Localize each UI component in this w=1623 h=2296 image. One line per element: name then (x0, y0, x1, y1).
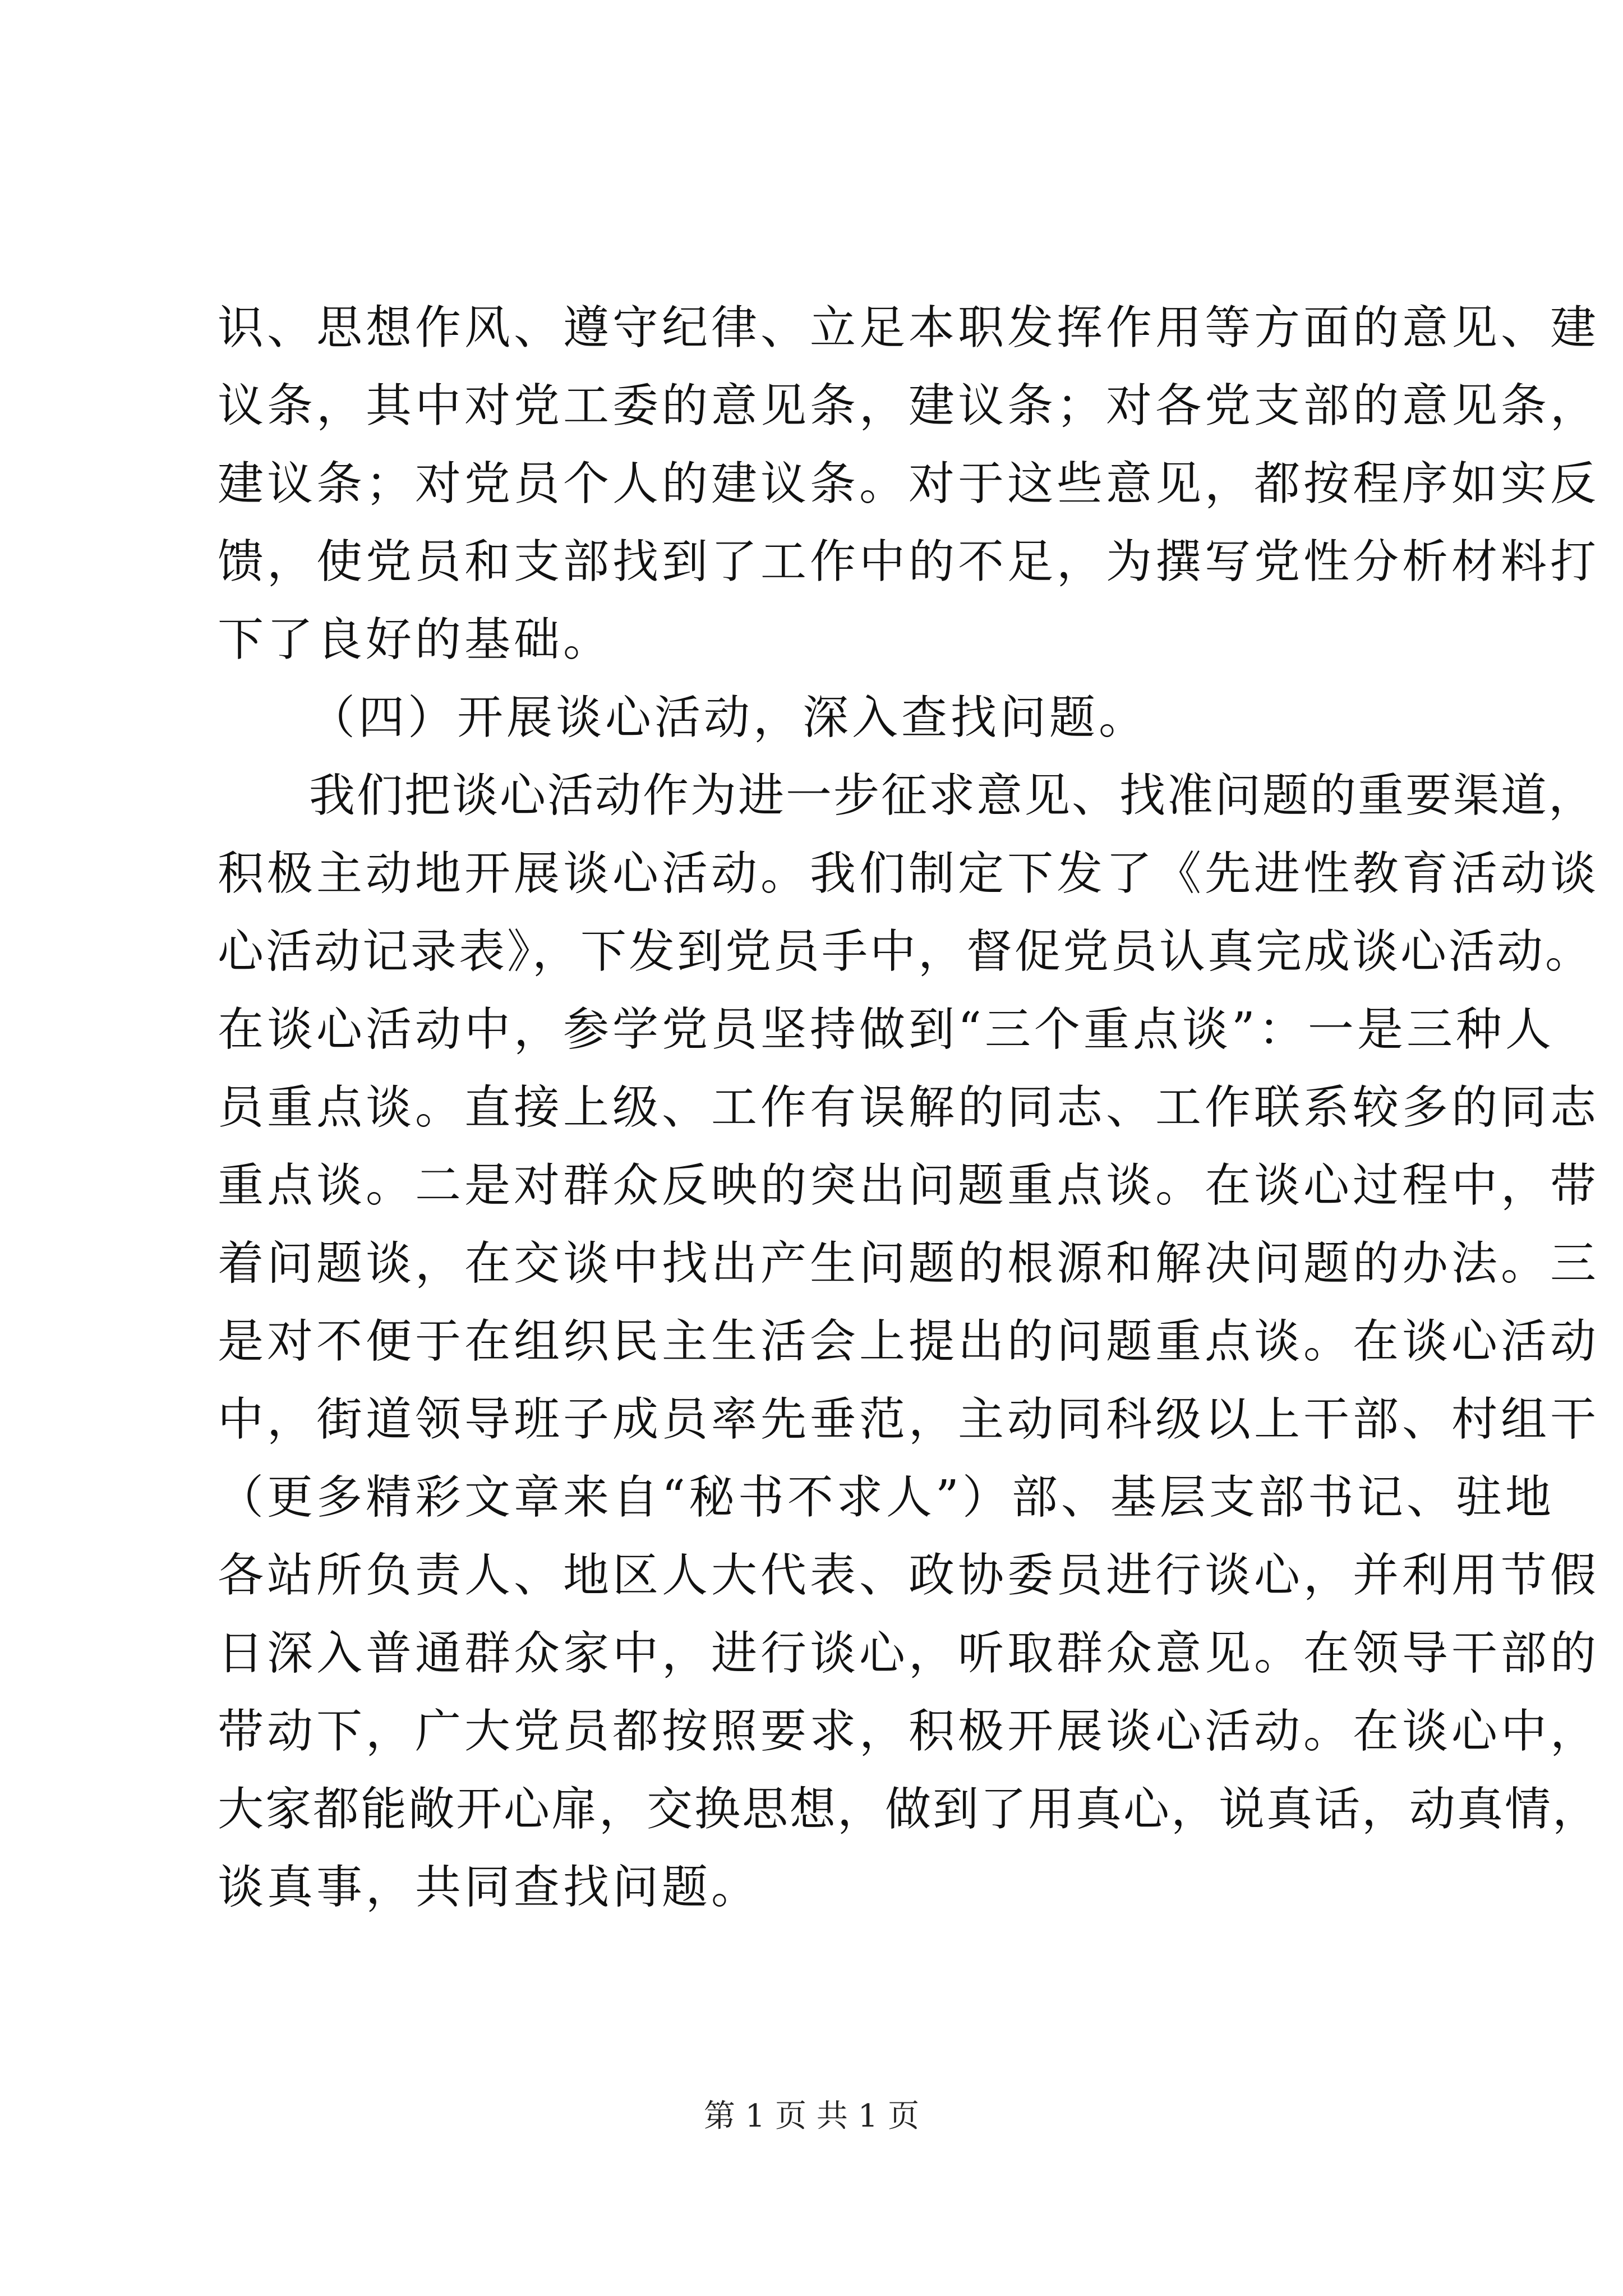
body-text-line: 中，街道领导班子成员率先垂范，主动同科级以上干部、村组干 (218, 1393, 1600, 1446)
section-heading: （四）开展谈心活动，深入查找问题。 (309, 691, 1149, 744)
page-footer: 第 1 页 共 1 页 (703, 2098, 920, 2134)
body-text-line: 日深入普通群众家中，进行谈心，听取群众意见。在领导干部的 (218, 1627, 1600, 1680)
body-text-line: 在谈心活动中，参学党员坚持做到“三个重点谈”：一是三种人 (218, 1003, 1555, 1056)
body-text-line: 大家都能敞开心扉，交换思想，做到了用真心，说真话，动真情， (218, 1783, 1601, 1836)
body-text-line: 馈，使党员和支部找到了工作中的不足，为撰写党性分析材料打 (218, 535, 1600, 588)
body-text-line: 谈真事，共同查找问题。 (218, 1861, 761, 1914)
body-text-line: （更多精彩文章来自“秘书不求人”）部、基层支部书记、驻地 (218, 1471, 1555, 1524)
body-text-line: 识、思想作风、遵守纪律、立足本职发挥作用等方面的意见、建 (218, 301, 1600, 355)
body-text-line: 心活动记录表》，下发到党员手中，督促党员认真完成谈心活动。 (218, 925, 1594, 978)
body-text-line: 建议条；对党员个人的建议条。对于这些意见，都按程序如实反 (218, 457, 1600, 510)
body-text-line: 下了良好的基础。 (218, 613, 613, 666)
body-text-line: 着问题谈，在交谈中找出产生问题的根源和解决问题的办法。三 (218, 1237, 1600, 1290)
body-text-line: 各站所负责人、地区人大代表、政协委员进行谈心，并利用节假 (218, 1549, 1600, 1602)
body-text-line: 议条，其中对党工委的意见条，建议条；对各党支部的意见条， (218, 379, 1600, 432)
body-text-line: 带动下，广大党员都按照要求，积极开展谈心活动。在谈心中， (218, 1705, 1600, 1758)
body-text-line: 重点谈。二是对群众反映的突出问题重点谈。在谈心过程中，带 (218, 1159, 1600, 1212)
body-text-line: 积极主动地开展谈心活动。我们制定下发了《先进性教育活动谈 (218, 847, 1600, 900)
body-text-line: 员重点谈。直接上级、工作有误解的同志、工作联系较多的同志 (218, 1081, 1600, 1134)
paragraph-first-line: 我们把谈心活动作为进一步征求意见、找准问题的重要渠道， (309, 769, 1597, 822)
body-text-line: 是对不便于在组织民主生活会上提出的问题重点谈。在谈心活动 (218, 1315, 1600, 1368)
